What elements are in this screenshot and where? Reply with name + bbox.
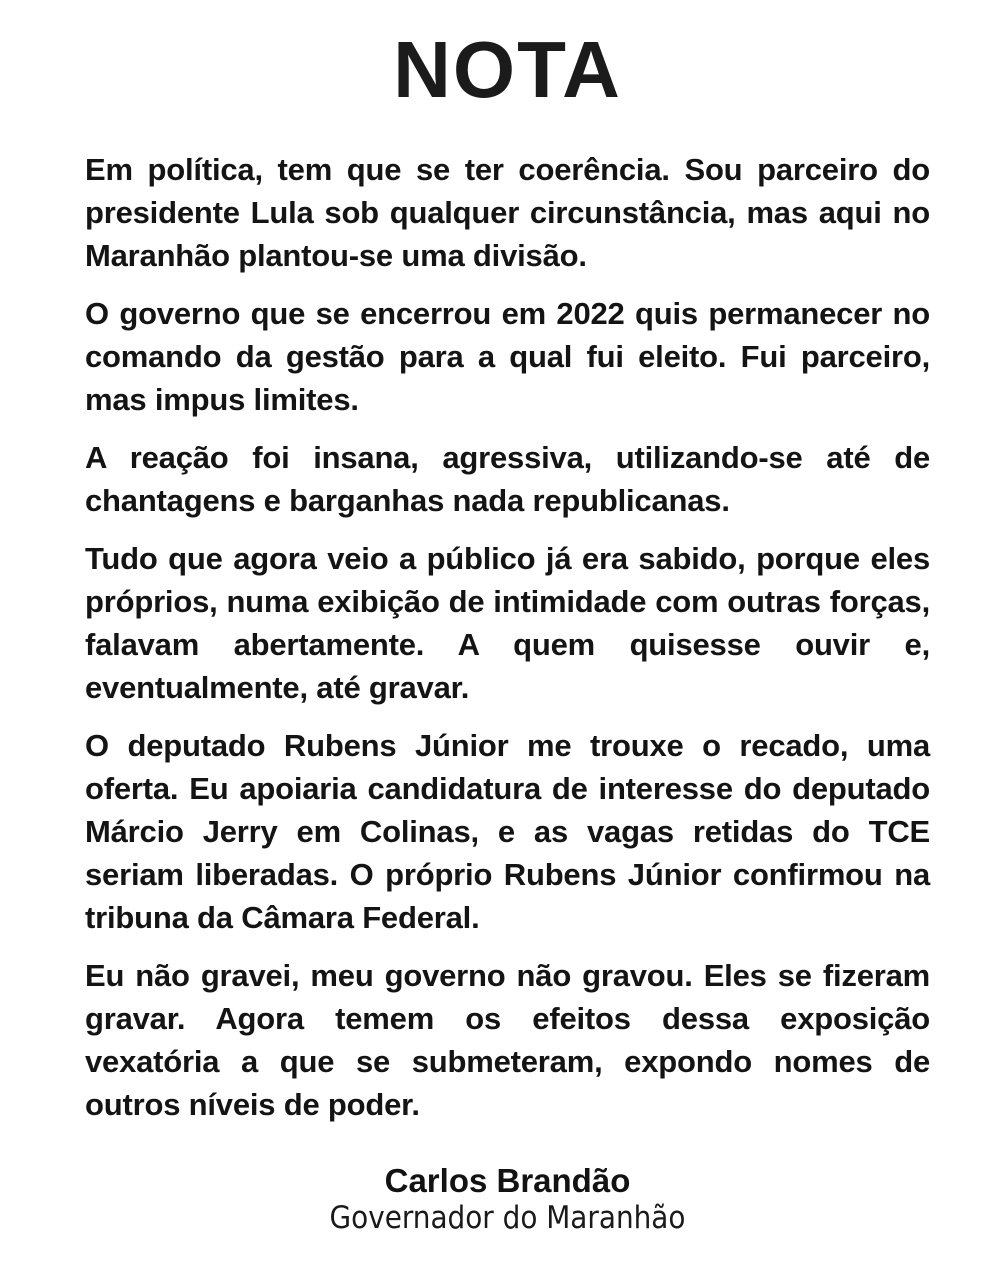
signature-block	[85, 1162, 930, 1236]
paragraph-1: Em política, tem que se ter coerência. Sou parceiro do presidente Lula sob qualquer circunstância, mas aqui no Maranhão plantou-se uma divisão.	[85, 152, 930, 273]
signature-name: Carlos Brandão	[384, 1162, 631, 1199]
paragraph-3: A reação foi insana, agressiva, utilizando-se até de chantagens e barganhas nada republicanas.	[85, 440, 930, 518]
note-title: NOTA	[393, 25, 622, 114]
paragraph-2: O governo que se encerrou em 2022 quis permanecer no comando da gestão para a qual fui eleito. Fui parceiro, mas impus limites.	[85, 296, 930, 417]
note-body	[85, 148, 930, 1126]
paragraph-4: Tudo que agora veio a público já era sabido, porque eles próprios, numa exibição de intimidade com outras forças, falavam abertamente. A quem quisesse ouvir e, eventualmente, até gravar.	[85, 541, 930, 705]
paragraph-6: Eu não gravei, meu governo não gravou. Eles se fizeram gravar. Agora temem os efeitos dessa exposição vexatória a que se submeteram, expondo nomes de outros níveis de poder.	[85, 958, 930, 1122]
signature-role: Governador do Maranhão	[329, 1200, 686, 1236]
paragraph-5: O deputado Rubens Júnior me trouxe o recado, uma oferta. Eu apoiaria candidatura de interesse do deputado Márcio Jerry em Colinas, e as vagas retidas do TCE seriam liberadas. O próprio Rubens Júnior confirmou na tribuna da Câmara Federal.	[85, 728, 930, 935]
